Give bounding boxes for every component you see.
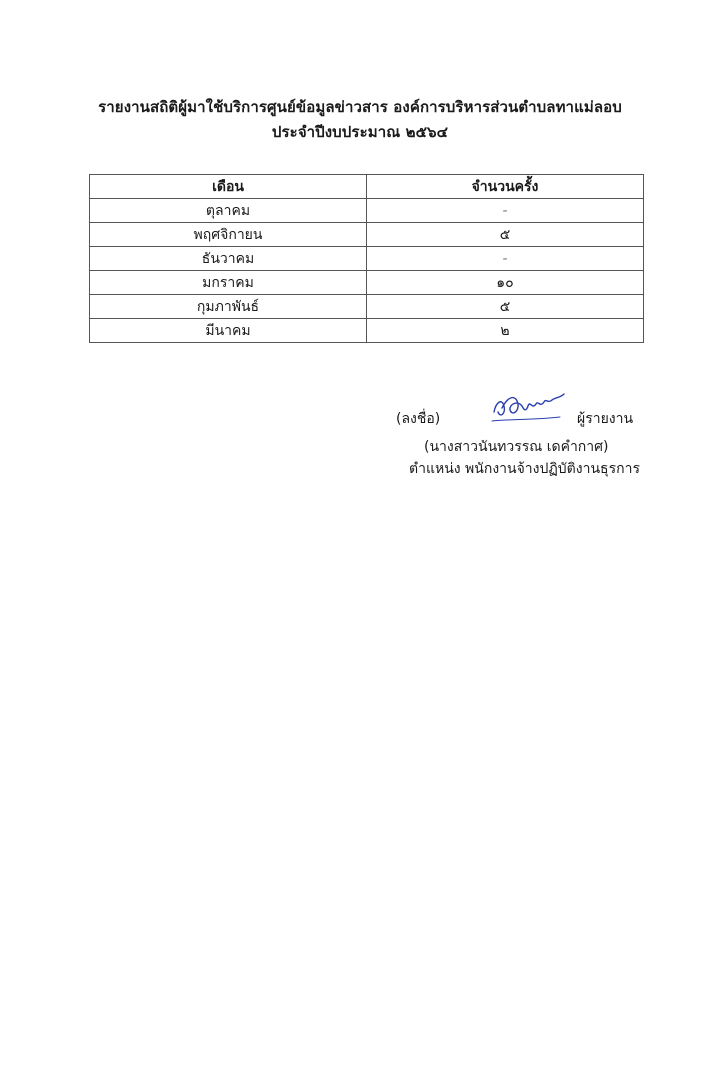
table-row bbox=[90, 199, 644, 223]
report-subtitle: ประจำปีงบประมาณ ๒๕๖๔ bbox=[271, 123, 449, 141]
month-cell: ตุลาคม bbox=[90, 199, 367, 223]
month-cell: มีนาคม bbox=[90, 319, 367, 343]
sign-label: (ลงชื่อ) bbox=[396, 411, 441, 427]
reporter-label: ผู้รายงาน bbox=[577, 411, 634, 427]
count-cell: ๒ bbox=[367, 319, 644, 343]
count-cell: ๑๐ bbox=[367, 271, 644, 295]
table-row bbox=[90, 223, 644, 247]
column-header-count: จำนวนครั้ง bbox=[367, 175, 644, 199]
count-cell: - bbox=[367, 199, 644, 223]
column-header-month: เดือน bbox=[90, 175, 367, 199]
table-row bbox=[90, 295, 644, 319]
count-cell: ๕ bbox=[367, 223, 644, 247]
month-cell: ธันวาคม bbox=[90, 247, 367, 271]
table-row bbox=[90, 271, 644, 295]
signer-position: ตำแหน่ง พนักงานจ้างปฏิบัติงานธุรการ bbox=[409, 461, 640, 477]
signature-line bbox=[396, 408, 646, 432]
count-cell: ๕ bbox=[367, 295, 644, 319]
month-cell: พฤศจิกายน bbox=[90, 223, 367, 247]
report-title: รายงานสถิติผู้มาใช้บริการศูนย์ข้อมูลข่าวสาร องค์การบริหารส่วนตำบลทาแม่ลอบ bbox=[98, 98, 622, 116]
table-row bbox=[90, 319, 644, 343]
table-row bbox=[90, 247, 644, 271]
count-cell: - bbox=[367, 247, 644, 271]
month-cell: กุมภาพันธ์ bbox=[90, 295, 367, 319]
signer-name: (นางสาวนันทวรรณ เดคำกาศ) bbox=[424, 439, 609, 455]
month-cell: มกราคม bbox=[90, 271, 367, 295]
statistics-table bbox=[89, 174, 644, 343]
table-header-row bbox=[90, 175, 644, 199]
